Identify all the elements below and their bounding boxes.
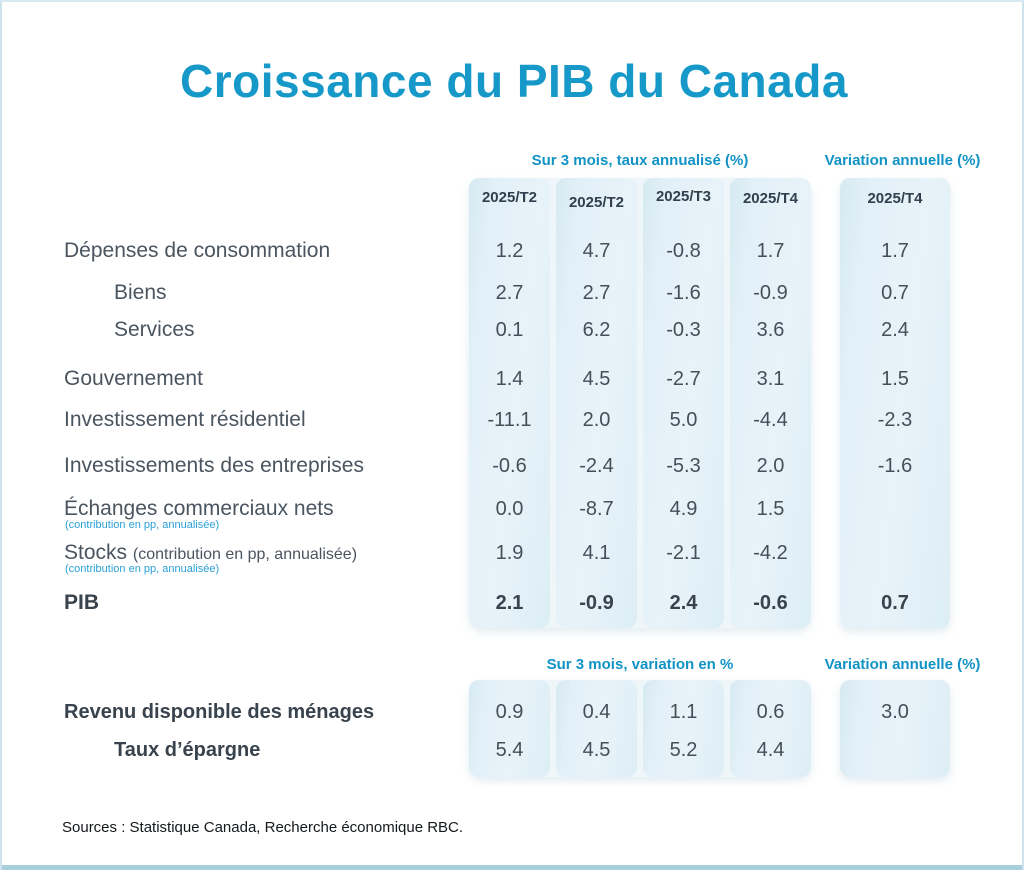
table-row (2, 362, 1024, 396)
row-label: PIB (64, 591, 100, 614)
cell-value: 0.1 (495, 319, 524, 341)
table-row (2, 733, 1024, 767)
cell-value: 4.9 (669, 498, 698, 520)
cell-value: -5.3 (666, 455, 701, 477)
cell-value: 3.1 (756, 368, 785, 390)
cell-value: 4.5 (582, 368, 611, 390)
row-sub-label: (contribution en pp, annualisée) (65, 519, 220, 531)
cell-value: -8.7 (579, 498, 614, 520)
quarterly-group-header-1: Sur 3 mois, taux annualisé (%) (531, 152, 749, 169)
column-header: 2025/T3 (655, 188, 712, 205)
bottom-accent-bar (2, 865, 1024, 870)
column-header: 2025/T4 (742, 190, 799, 207)
cell-value: 5.0 (669, 409, 698, 431)
cell-value: -2.7 (666, 368, 701, 390)
cell-value: 2.1 (495, 592, 524, 614)
cell-value: 2.7 (495, 282, 524, 304)
row-label: Investissements des entreprises (64, 454, 364, 477)
cell-value: -0.8 (666, 240, 701, 262)
table-row-total (2, 586, 1024, 620)
cell-value: -0.6 (492, 455, 527, 477)
row-label: Services (114, 318, 195, 341)
cell-value: -0.9 (753, 282, 788, 304)
cell-value: 1.7 (881, 240, 909, 262)
page-title: Croissance du PIB du Canada (180, 55, 848, 107)
cell-value: 1.5 (756, 498, 785, 520)
table-row (2, 695, 1024, 729)
cell-value: 0.6 (756, 701, 785, 723)
cell-value: 4.1 (582, 542, 611, 564)
cell-value: 1.1 (669, 701, 698, 723)
row-label: Échanges commerciaux nets (64, 497, 334, 520)
cell-value: -11.1 (487, 409, 532, 431)
annual-group-header-1: Variation annuelle (%) (824, 152, 981, 169)
row-label: Biens (114, 281, 167, 304)
cell-value: 0.4 (582, 701, 611, 723)
row-label: Dépenses de consommation (64, 239, 331, 262)
quarterly-group-header-2: Sur 3 mois, variation en % (546, 656, 734, 673)
cell-value: -2.3 (877, 409, 913, 431)
cell-value: 0.7 (881, 282, 909, 304)
column-header: 2025/T2 (568, 194, 625, 211)
table-row (2, 313, 1024, 347)
cell-value: -0.6 (753, 592, 788, 614)
cell-value: 3.0 (881, 701, 909, 723)
cell-value: -2.4 (579, 455, 614, 477)
cell-value: 0.9 (495, 701, 524, 723)
table-row (2, 234, 1024, 268)
table-row (2, 449, 1024, 483)
cell-value: 1.4 (495, 368, 524, 390)
cell-value: -4.4 (753, 409, 788, 431)
annual-group-header-2: Variation annuelle (%) (824, 656, 981, 673)
cell-value: -2.1 (666, 542, 701, 564)
cell-value: -0.9 (579, 592, 614, 614)
table-row (2, 403, 1024, 437)
cell-value: 1.7 (756, 240, 785, 262)
cell-value: 1.5 (881, 368, 909, 390)
cell-value: 2.4 (669, 592, 698, 614)
source-note: Sources : Statistique Canada, Recherche économique RBC. (62, 819, 464, 836)
cell-value: 4.7 (582, 240, 611, 262)
cell-value: -4.2 (753, 542, 788, 564)
cell-value: 4.5 (582, 739, 611, 761)
cell-value: 2.0 (756, 455, 785, 477)
cell-value: -0.3 (666, 319, 701, 341)
cell-value: 6.2 (582, 319, 611, 341)
row-label: Revenu disponible des ménages (64, 701, 375, 723)
cell-value: 5.2 (669, 739, 698, 761)
cell-value: -1.6 (877, 455, 913, 477)
cell-value: -1.6 (666, 282, 701, 304)
cell-value: 0.7 (881, 592, 909, 614)
row-label: Stocks (contribution en pp, annualisée) (64, 541, 358, 564)
cell-value: 5.4 (495, 739, 524, 761)
row-label: Investissement résidentiel (64, 408, 306, 431)
cell-value: 2.0 (582, 409, 611, 431)
column-header: 2025/T2 (481, 189, 538, 206)
cell-value: 0.0 (495, 498, 524, 520)
row-label-suffix: (contribution en pp, annualisée) (132, 546, 358, 563)
cell-value: 2.7 (582, 282, 611, 304)
cell-value: 3.6 (756, 319, 785, 341)
cell-value: 2.4 (881, 319, 909, 341)
row-label: Gouvernement (64, 367, 203, 390)
cell-value: 1.2 (495, 240, 524, 262)
row-label: Taux d’épargne (114, 739, 261, 761)
row-sub-label: (contribution en pp, annualisée) (65, 563, 220, 575)
cell-value: 1.9 (495, 542, 524, 564)
table-row (2, 276, 1024, 310)
cell-value: 4.4 (756, 739, 785, 761)
column-header: 2025/T4 (867, 190, 923, 207)
